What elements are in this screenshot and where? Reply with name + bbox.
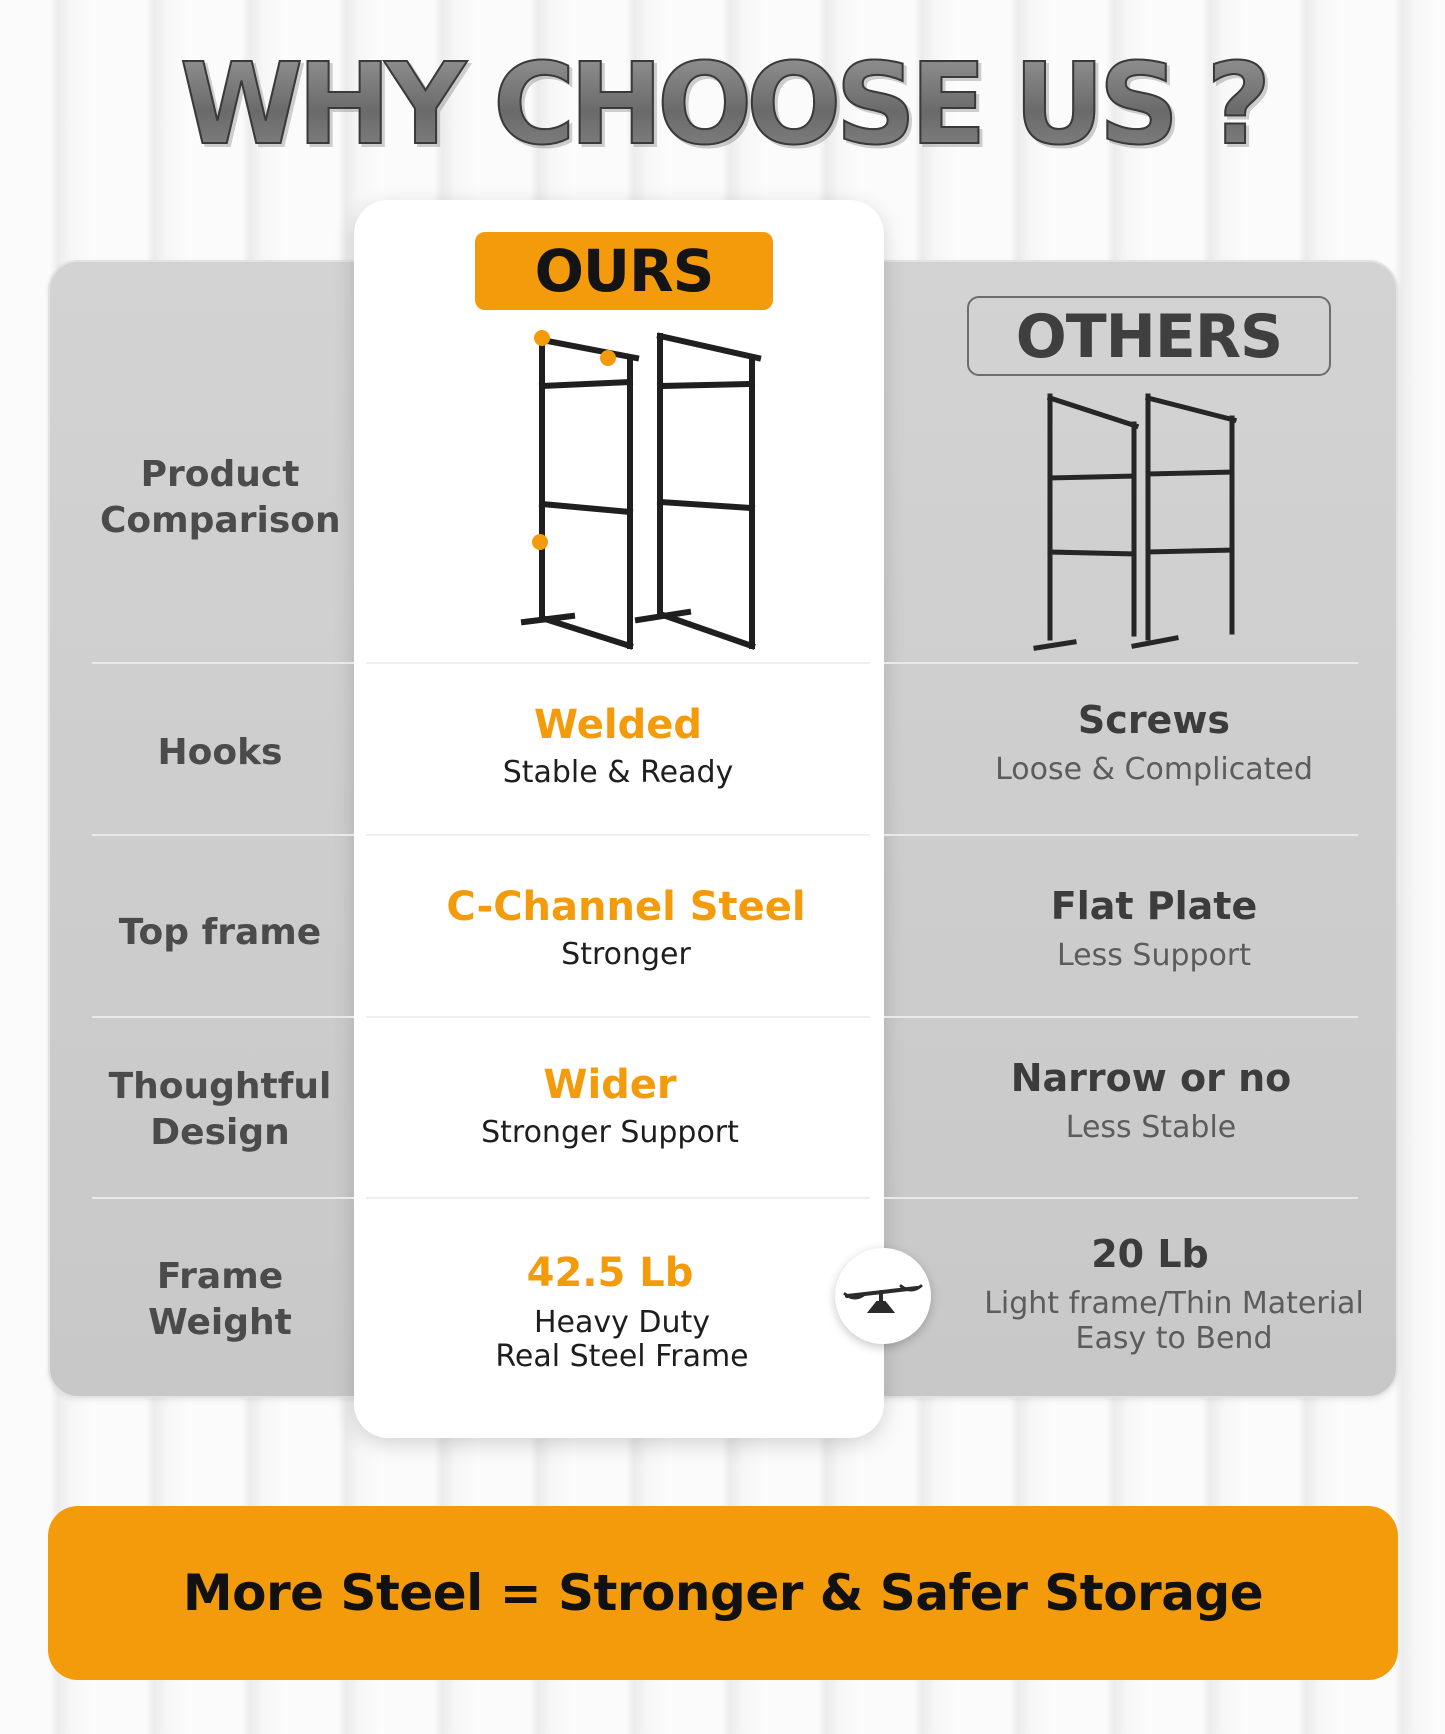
row-label-product-comparison: Product Comparison: [100, 454, 341, 541]
row-label-hooks: Hooks: [157, 732, 283, 773]
others-badge: OTHERS: [967, 296, 1331, 376]
others-top-frame-sub: Less Support: [1056, 938, 1252, 973]
ours-badge: OURS: [475, 232, 773, 310]
row-divider: [884, 662, 1358, 664]
row-divider: [884, 834, 1358, 836]
ours-design-title: Wider: [543, 1062, 677, 1108]
row-divider: [366, 662, 870, 664]
row-divider: [366, 834, 870, 836]
others-hooks-title: Screws: [1077, 698, 1231, 742]
row-divider: [92, 834, 354, 836]
others-design-title: Narrow or no: [1010, 1056, 1292, 1100]
headline: WHY CHOOSE US ?: [0, 40, 1445, 170]
ours-weight-sub: Heavy Duty Real Steel Frame: [495, 1305, 749, 1374]
row-divider: [366, 1016, 870, 1018]
ours-hooks-sub: Stable & Ready: [502, 755, 734, 790]
row-divider: [884, 1016, 1358, 1018]
ours-hooks-title: Welded: [534, 702, 702, 748]
others-weight-sub: Light frame/Thin Material Easy to Bend: [984, 1286, 1364, 1356]
others-weight-title: 20 Lb: [1091, 1232, 1209, 1276]
bottom-banner: More Steel = Stronger & Safer Storage: [48, 1506, 1398, 1680]
row-divider: [884, 1197, 1358, 1199]
row-label-thoughtful-design: Thoughtful Design: [108, 1066, 332, 1153]
ours-top-frame-sub: Stronger: [561, 937, 691, 972]
row-divider: [92, 1016, 354, 1018]
ours-rack-image: [510, 322, 770, 654]
row-divider: [92, 1197, 354, 1199]
ours-weight-title: 42.5 Lb: [526, 1250, 694, 1296]
row-divider: [366, 1197, 870, 1199]
row-label-top-frame: Top frame: [118, 912, 322, 953]
ours-top-frame-title: C-Channel Steel: [446, 884, 806, 930]
others-top-frame-title: Flat Plate: [1050, 884, 1258, 928]
others-design-sub: Less Stable: [1065, 1110, 1237, 1145]
others-hooks-sub: Loose & Complicated: [995, 752, 1313, 787]
row-divider: [92, 662, 354, 664]
others-rack-image: [1030, 388, 1250, 652]
row-label-frame-weight: Frame Weight: [148, 1256, 292, 1343]
scale-icon: [835, 1248, 931, 1344]
ours-design-sub: Stronger Support: [481, 1115, 739, 1150]
